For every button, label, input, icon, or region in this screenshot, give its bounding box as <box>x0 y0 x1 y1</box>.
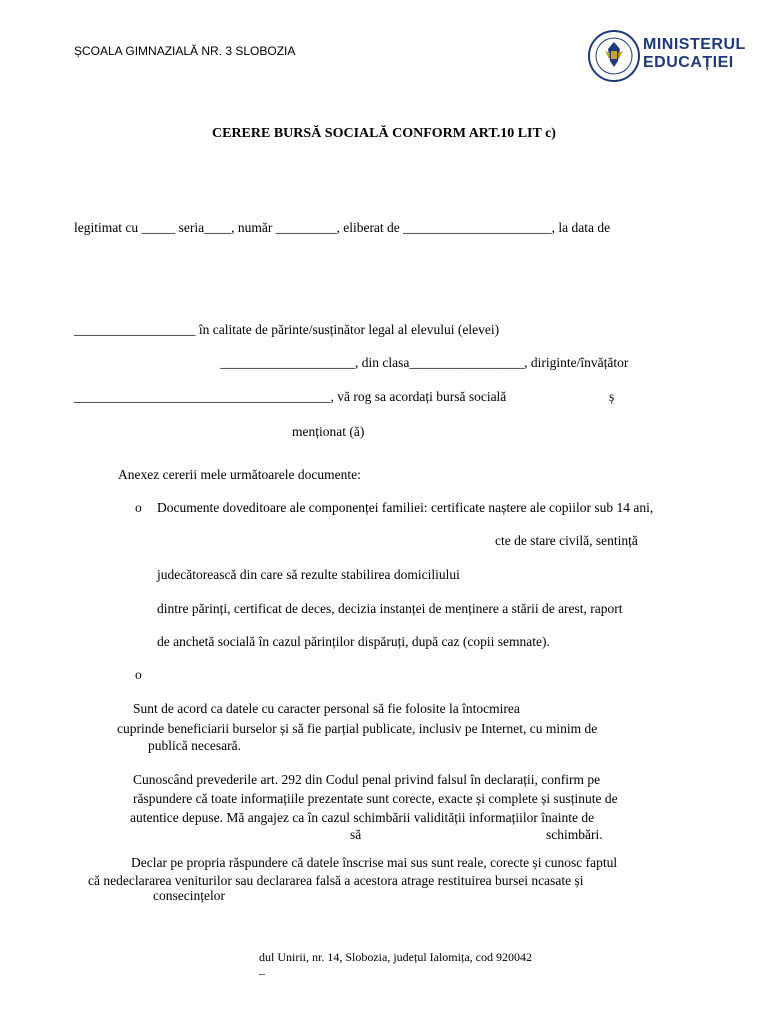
document-title: CERERE BURSĂ SOCIALĂ CONFORM ART.10 LIT c) <box>212 126 556 141</box>
line-parent: __________________ în calitate de părinte/susținător legal al elevului (elevei) <box>74 322 500 337</box>
line-request: ______________________________________, vă rog sa acordați bursă socială <box>74 389 507 404</box>
declaration-line-4b: schimbări. <box>546 827 603 842</box>
declaration-line-4a: să <box>350 827 362 842</box>
footer-address: dul Unirii, nr. 14, Slobozia, județul Ialomița, cod 920042 <box>259 950 532 964</box>
footer-dash: – <box>259 966 265 980</box>
line-class: ____________________, din clasa_________________, diriginte/învățător <box>220 355 629 370</box>
responsibility-line-1: Declar pe propria răspundere că datele înscrise mai sus sunt reale, corecte și cunosc faptul <box>131 855 618 870</box>
annex-bullet-2: o <box>135 667 142 682</box>
declaration-line-2: răspundere că toate informațiile prezentate sunt corecte, exacte și complete și susținute de <box>133 791 618 806</box>
consent-line-1: Sunt de acord ca datele cu caracter personal să fie folosite la întocmirea <box>133 701 520 716</box>
school-name: ȘCOALA GIMNAZIALĂ NR. 3 SLOBOZIA <box>74 44 296 58</box>
consent-line-2: cuprinde beneficiarii burselor și să fie parțial publicate, inclusiv pe Internet, cu minim de <box>117 721 598 736</box>
logo-text-educatiei: EDUCAȚIEI <box>643 54 734 71</box>
declaration-line-1: Cunoscând prevederile art. 292 din Codul penal privind falsul în declarații, confirm pe <box>133 772 601 787</box>
declaration-line-3: autentice depuse. Mă angajez ca în cazul schimbării validității informațiilor înainte de <box>130 810 595 825</box>
line-identity: legitimat cu _____ seria____, număr _________, eliberat de ______________________, la data de <box>74 220 611 235</box>
line-request-fragment: ș <box>609 389 615 404</box>
annex-item-1-line5: de anchetă socială în cazul părinților dispăruți, după caz (copii semnate). <box>157 634 550 649</box>
annex-item-1-cont: cte de stare civilă, sentință <box>495 533 638 548</box>
government-seal-icon <box>587 29 641 83</box>
annex-bullet-1: o <box>135 500 142 515</box>
ministry-logo <box>585 26 765 86</box>
responsibility-line-3: consecințelor <box>153 888 225 903</box>
annex-item-1-line3: judecătorească din care să rezulte stabilirea domiciliului <box>157 567 460 582</box>
consent-line-3: publică necesară. <box>148 738 241 753</box>
logo-text-ministerul: MINISTERUL <box>643 36 746 53</box>
annex-intro: Anexez cererii mele următoarele documente: <box>118 467 361 482</box>
annex-item-1-line4: dintre părinți, certificat de deces, decizia instanței de menținere a stării de arest, raport <box>157 601 623 616</box>
line-mentioned: menționat (ă) <box>292 424 365 439</box>
responsibility-line-2: că nedeclararea veniturilor sau declararea falsă a acestora atrage restituirea bursei ncasate și <box>88 873 584 888</box>
annex-item-1: Documente doveditoare ale componenței familiei: certificate naștere ale copiilor sub 14 ani, <box>157 500 654 515</box>
